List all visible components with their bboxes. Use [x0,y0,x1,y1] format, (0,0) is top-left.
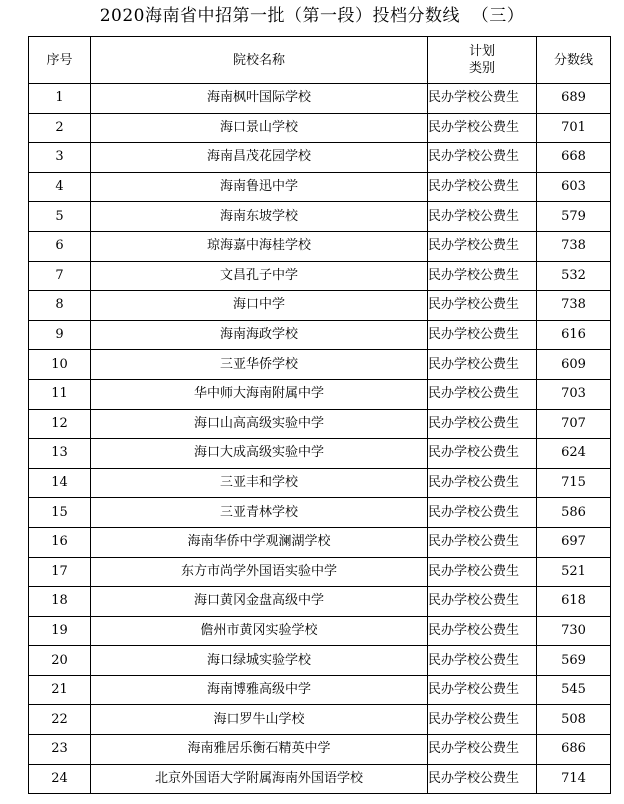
table-row [29,379,611,409]
row-plan-type: 民办学校公费生 [428,498,537,528]
row-score: 569 [537,646,611,676]
row-plan-type: 民办学校公费生 [428,379,537,409]
table-row [29,498,611,528]
row-plan-type: 民办学校公费生 [428,350,537,380]
row-school-name: 儋州市黄冈实验学校 [91,616,428,646]
row-index: 11 [29,379,91,409]
row-plan-type: 民办学校公费生 [428,587,537,617]
row-plan-type: 民办学校公费生 [428,84,537,114]
table-row [29,231,611,261]
row-plan-type: 民办学校公费生 [428,172,537,202]
row-score: 532 [537,261,611,291]
row-school-name: 华中师大海南附属中学 [91,379,428,409]
row-plan-type: 民办学校公费生 [428,527,537,557]
table-header [29,37,611,84]
row-plan-type: 民办学校公费生 [428,409,537,439]
row-plan-type: 民办学校公费生 [428,675,537,705]
row-plan-type: 民办学校公费生 [428,320,537,350]
row-index: 5 [29,202,91,232]
table-row [29,350,611,380]
row-school-name: 三亚青林学校 [91,498,428,528]
row-score: 714 [537,764,611,794]
table-row [29,527,611,557]
table-row [29,557,611,587]
row-score: 738 [537,231,611,261]
row-plan-type: 民办学校公费生 [428,735,537,765]
row-score: 579 [537,202,611,232]
row-score: 609 [537,350,611,380]
header-row [29,37,611,84]
table-row [29,84,611,114]
table-row [29,705,611,735]
row-school-name: 海南枫叶国际学校 [91,84,428,114]
table-row [29,143,611,173]
header-type-line2: 类别 [468,61,495,76]
row-index: 19 [29,616,91,646]
row-index: 3 [29,143,91,173]
table-row [29,113,611,143]
table-row [29,291,611,321]
table-row [29,409,611,439]
row-plan-type: 民办学校公费生 [428,291,537,321]
table-row [29,172,611,202]
row-index: 9 [29,320,91,350]
table-row [29,439,611,469]
row-school-name: 东方市尚学外国语实验中学 [91,557,428,587]
admission-score-table [28,36,611,794]
row-school-name: 北京外国语大学附属海南外国语学校 [91,764,428,794]
row-index: 7 [29,261,91,291]
row-school-name: 海口山高高级实验中学 [91,409,428,439]
row-index: 13 [29,439,91,469]
header-score: 分数线 [537,37,611,84]
row-index: 20 [29,646,91,676]
row-index: 17 [29,557,91,587]
row-plan-type: 民办学校公费生 [428,261,537,291]
table-body [29,84,611,794]
header-index: 序号 [29,37,91,84]
row-plan-type: 民办学校公费生 [428,468,537,498]
row-score: 603 [537,172,611,202]
row-plan-type: 民办学校公费生 [428,113,537,143]
row-index: 12 [29,409,91,439]
row-school-name: 海南昌茂花园学校 [91,143,428,173]
table-row [29,764,611,794]
row-school-name: 海南华侨中学观澜湖学校 [91,527,428,557]
header-type [428,37,537,84]
row-school-name: 海口黄冈金盘高级中学 [91,587,428,617]
row-score: 508 [537,705,611,735]
row-score: 697 [537,527,611,557]
row-index: 23 [29,735,91,765]
table-row [29,735,611,765]
row-plan-type: 民办学校公费生 [428,646,537,676]
row-school-name: 海口罗牛山学校 [91,705,428,735]
row-school-name: 海口大成高级实验中学 [91,439,428,469]
table-row [29,320,611,350]
row-plan-type: 民办学校公费生 [428,231,537,261]
row-score: 701 [537,113,611,143]
row-plan-type: 民办学校公费生 [428,439,537,469]
row-index: 8 [29,291,91,321]
row-school-name: 琼海嘉中海桂学校 [91,231,428,261]
row-school-name: 三亚华侨学校 [91,350,428,380]
table-row [29,261,611,291]
row-index: 24 [29,764,91,794]
row-score: 616 [537,320,611,350]
row-plan-type: 民办学校公费生 [428,143,537,173]
row-plan-type: 民办学校公费生 [428,202,537,232]
row-score: 668 [537,143,611,173]
row-score: 686 [537,735,611,765]
row-plan-type: 民办学校公费生 [428,764,537,794]
table-row [29,646,611,676]
row-index: 6 [29,231,91,261]
row-score: 707 [537,409,611,439]
row-school-name: 海南东坡学校 [91,202,428,232]
row-school-name: 海南鲁迅中学 [91,172,428,202]
row-score: 618 [537,587,611,617]
row-index: 10 [29,350,91,380]
row-index: 21 [29,675,91,705]
row-score: 545 [537,675,611,705]
row-score: 624 [537,439,611,469]
page-title: 2020海南省中招第一批（第一段）投档分数线 （三） [99,6,525,26]
row-score: 689 [537,84,611,114]
row-school-name: 海南海政学校 [91,320,428,350]
table-row [29,468,611,498]
row-plan-type: 民办学校公费生 [428,705,537,735]
table-row [29,675,611,705]
row-score: 715 [537,468,611,498]
row-plan-type: 民办学校公费生 [428,616,537,646]
table-row [29,587,611,617]
header-school: 院校名称 [91,37,428,84]
row-score: 521 [537,557,611,587]
row-score: 703 [537,379,611,409]
row-index: 2 [29,113,91,143]
row-school-name: 三亚丰和学校 [91,468,428,498]
row-index: 16 [29,527,91,557]
row-score: 730 [537,616,611,646]
row-school-name: 海口中学 [91,291,428,321]
header-type-line1: 计划 [468,44,495,59]
row-school-name: 海口景山学校 [91,113,428,143]
row-index: 18 [29,587,91,617]
row-school-name: 海南雅居乐衡石精英中学 [91,735,428,765]
table-row [29,202,611,232]
row-score: 738 [537,291,611,321]
row-index: 14 [29,468,91,498]
table-row [29,616,611,646]
row-index: 4 [29,172,91,202]
row-index: 15 [29,498,91,528]
row-index: 22 [29,705,91,735]
row-score: 586 [537,498,611,528]
row-school-name: 文昌孔子中学 [91,261,428,291]
row-plan-type: 民办学校公费生 [428,557,537,587]
row-index: 1 [29,84,91,114]
row-school-name: 海口绿城实验学校 [91,646,428,676]
row-school-name: 海南博雅高级中学 [91,675,428,705]
